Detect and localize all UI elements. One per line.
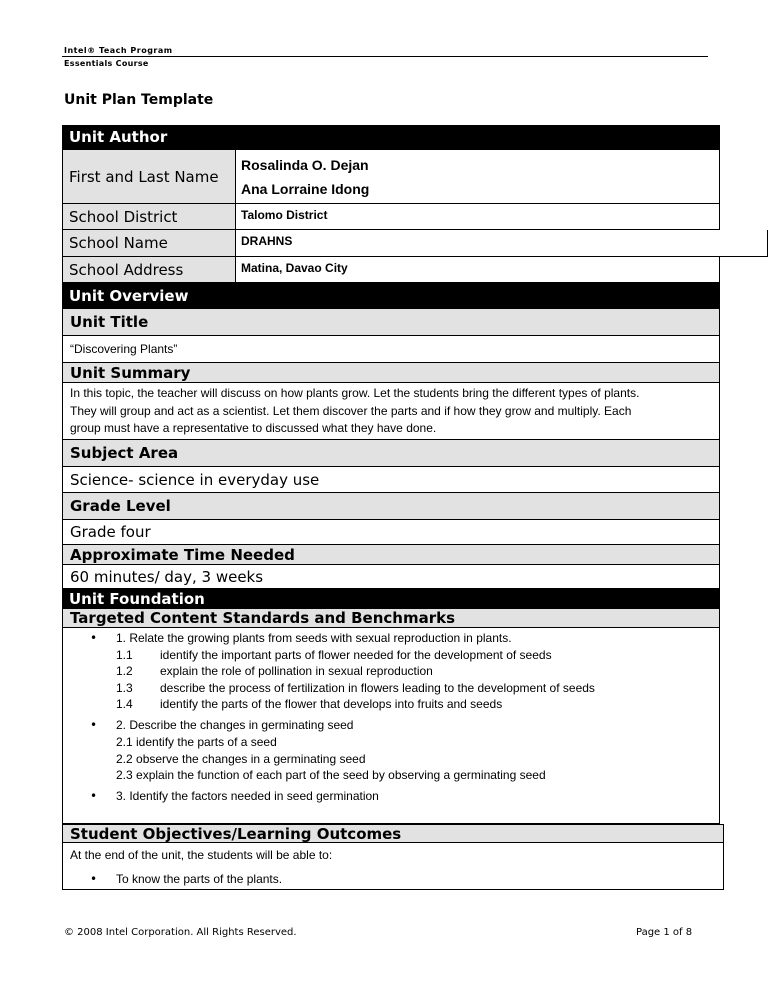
bullet-icon: • bbox=[90, 872, 98, 886]
benchmark-1-4-number: 1.4 bbox=[116, 697, 133, 711]
school-name-label: School Name bbox=[63, 230, 236, 256]
section-unit-author: Unit Author bbox=[62, 125, 720, 150]
standards-heading: Targeted Content Standards and Benchmarks bbox=[62, 609, 720, 628]
objectives-intro: At the end of the unit, the students will be able to: bbox=[70, 848, 333, 862]
school-district-label: School District bbox=[63, 204, 236, 229]
standard-3: 3. Identify the factors needed in seed germination bbox=[116, 789, 379, 803]
school-address-row bbox=[62, 257, 720, 283]
grade-level-value: Grade four bbox=[62, 520, 720, 545]
course-name: Essentials Course bbox=[64, 59, 149, 68]
benchmark-1-3: describe the process of fertilization in flowers leading to the development of seeds bbox=[160, 681, 595, 695]
unit-summary-heading: Unit Summary bbox=[62, 363, 720, 383]
benchmark-1-1: identify the important parts of flower needed for the development of seeds bbox=[160, 648, 552, 662]
header-rule bbox=[62, 56, 708, 57]
benchmark-2-3: 2.3 explain the function of each part of the seed by observing a germinating seed bbox=[116, 768, 546, 782]
school-address-label: School Address bbox=[63, 257, 236, 282]
objectives-heading: Student Objectives/Learning Outcomes bbox=[62, 824, 724, 843]
time-needed-heading: Approximate Time Needed bbox=[62, 545, 720, 565]
document-title: Unit Plan Template bbox=[64, 92, 214, 108]
page-number: Page 1 of 8 bbox=[636, 927, 693, 938]
subject-area-value: Science- science in everyday use bbox=[62, 467, 720, 493]
bullet-icon: • bbox=[90, 631, 98, 645]
benchmark-2-2: 2.2 observe the changes in a germinating seed bbox=[116, 752, 366, 766]
benchmark-1-2-number: 1.2 bbox=[116, 664, 133, 678]
author-name-label: First and Last Name bbox=[63, 150, 236, 203]
benchmark-1-1-number: 1.1 bbox=[116, 648, 133, 662]
objectives-body bbox=[62, 843, 724, 890]
author-name-row bbox=[62, 150, 720, 204]
school-address-value: Matina, Davao City bbox=[241, 261, 348, 275]
bullet-icon: • bbox=[90, 718, 98, 732]
author-name-1: Rosalinda O. Dejan bbox=[241, 157, 369, 173]
copyright-notice: © 2008 Intel Corporation. All Rights Reserved. bbox=[64, 927, 297, 938]
time-needed-value: 60 minutes/ day, 3 weeks bbox=[62, 565, 720, 589]
unit-summary-text bbox=[62, 383, 720, 440]
benchmark-1-4: identify the parts of the flower that develops into fruits and seeds bbox=[160, 697, 503, 711]
grade-level-heading: Grade Level bbox=[62, 493, 720, 520]
summary-line-3: group must have a representative to discussed what they have done. bbox=[70, 421, 437, 435]
school-name-value: DRAHNS bbox=[241, 234, 293, 248]
summary-line-2: They will group and act as a scientist. Let them discover the parts and if how they grow and multiply. Each bbox=[70, 403, 632, 418]
section-unit-overview: Unit Overview bbox=[62, 283, 720, 309]
standard-1: 1. Relate the growing plants from seeds with sexual reproduction in plants. bbox=[116, 631, 512, 645]
school-name-row bbox=[62, 230, 768, 257]
bullet-icon: • bbox=[90, 789, 98, 803]
benchmark-1-2: explain the role of pollination in sexual reproduction bbox=[160, 664, 433, 678]
benchmark-1-3-number: 1.3 bbox=[116, 681, 133, 695]
objective-1: To know the parts of the plants. bbox=[116, 872, 283, 886]
subject-area-heading: Subject Area bbox=[62, 440, 720, 467]
school-district-row bbox=[62, 204, 720, 230]
unit-title-heading: Unit Title bbox=[62, 309, 720, 336]
program-name: Intel® Teach Program bbox=[64, 46, 173, 55]
school-district-value: Talomo District bbox=[241, 208, 328, 222]
summary-line-1: In this topic, the teacher will discuss on how plants grow. Let the students bring the different types of plants. bbox=[70, 386, 640, 400]
benchmark-2-1: 2.1 identify the parts of a seed bbox=[116, 735, 277, 749]
unit-title-value: “Discovering Plants” bbox=[62, 336, 720, 363]
standard-2: 2. Describe the changes in germinating seed bbox=[116, 718, 354, 732]
author-name-2: Ana Lorraine Idong bbox=[241, 181, 370, 197]
section-unit-foundation: Unit Foundation bbox=[62, 589, 720, 609]
standards-body bbox=[62, 628, 720, 824]
